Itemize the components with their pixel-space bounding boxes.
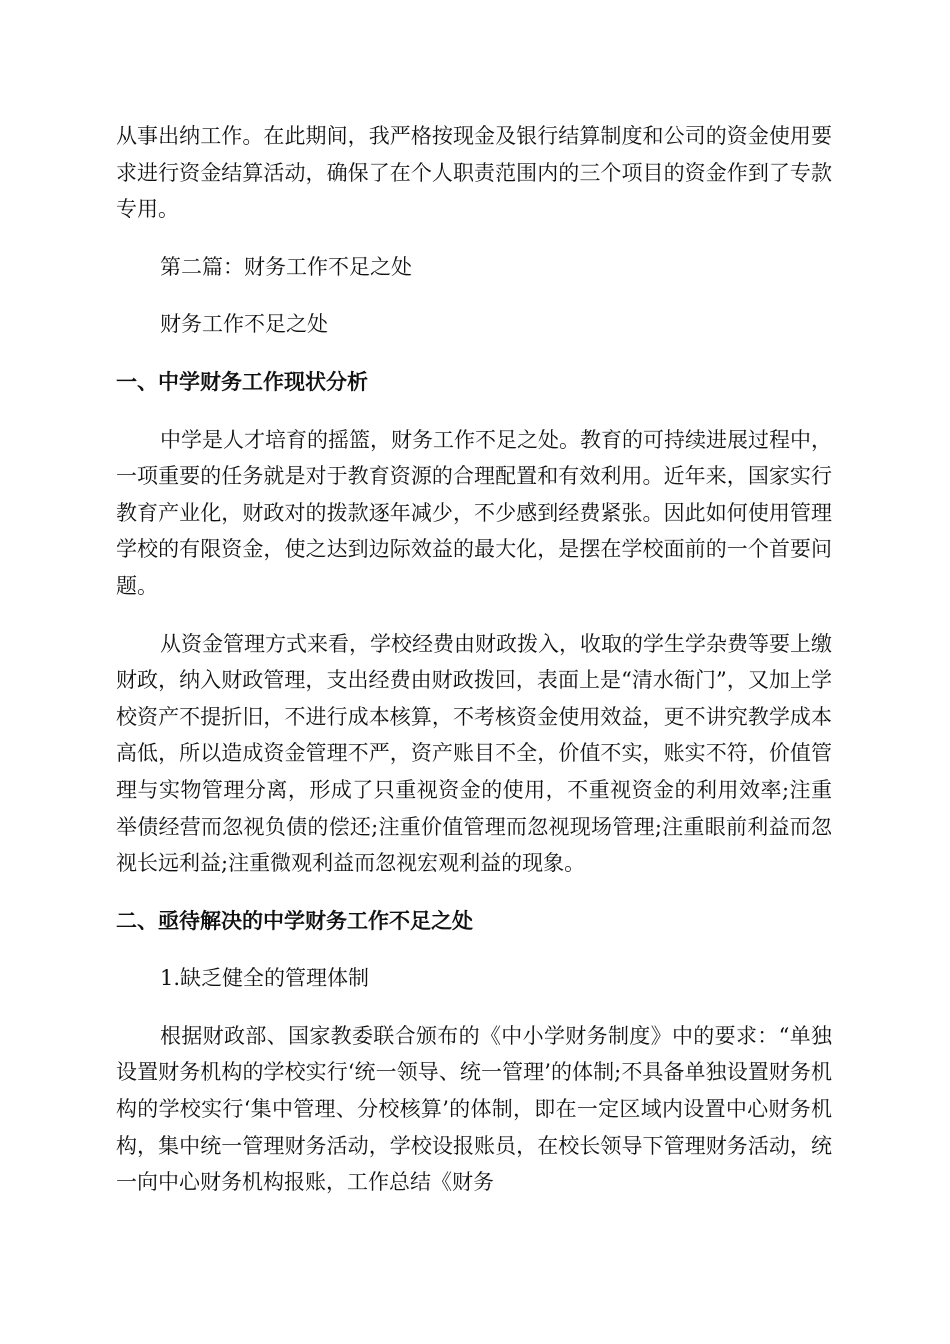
- list-item-1: 1.缺乏健全的管理体制: [160, 966, 370, 991]
- chapter-title: 第二篇：财务工作不足之处: [160, 254, 412, 279]
- subtitle: 财务工作不足之处: [160, 312, 328, 337]
- paragraph-2: 从资金管理方式来看，学校经费由财政拨入，收取的学生学杂费等要上缴财政，纳入财政管理，支出经费由财政拨回，表面上是“清水衙门”，又加上学校资产不提折旧，不进行成本核算，不考核资金使用效益，更不讲究教学成本高低，所以造成资金管理不严，资产账目不全，价值不实，账实不符，价值管理与实物管理分离，形成了只重视资金的使用，不重视资金的利用效率;注重举债经营而忽视负债的偿还;注重价值管理而忽视现场管理;注重眼前利益而忽视长远利益;注重微观利益而忽视宏观利益的现象。: [116, 631, 832, 876]
- paragraph-1: 中学是人才培育的摇篮，财务工作不足之处。教育的可持续进展过程中，一项重要的任务就是对于教育资源的合理配置和有效利用。近年来，国家实行教育产业化，财政对的拨款逐年减少，不少感到经费紧张。因此如何使用管理学校的有限资金，使之达到边际效益的最大化，是摆在学校面前的一个首要问题。: [116, 427, 832, 598]
- document-page: [116, 118, 832, 1201]
- section-heading-1: 一、中学财务工作现状分析: [116, 369, 368, 394]
- intro-paragraph: 从事出纳工作。在此期间，我严格按现金及银行结算制度和公司的资金使用要求进行资金结算活动，确保了在个人职责范围内的三个项目的资金作到了专款专用。: [116, 124, 832, 222]
- section-heading-2: 二、亟待解决的中学财务工作不足之处: [116, 908, 473, 933]
- paragraph-3: 根据财政部、国家教委联合颁布的《中小学财务制度》中的要求：“单独设置财务机构的学校实行‘统一领导、统一管理’的体制;不具备单独设置财务机构的学校实行‘集中管理、分校核算’的体制，即在一定区域内设置中心财务机构，集中统一管理财务活动，学校设报账员，在校长领导下管理财务活动，统一向中心财务机构报账，工作总结《财务: [116, 1023, 832, 1195]
